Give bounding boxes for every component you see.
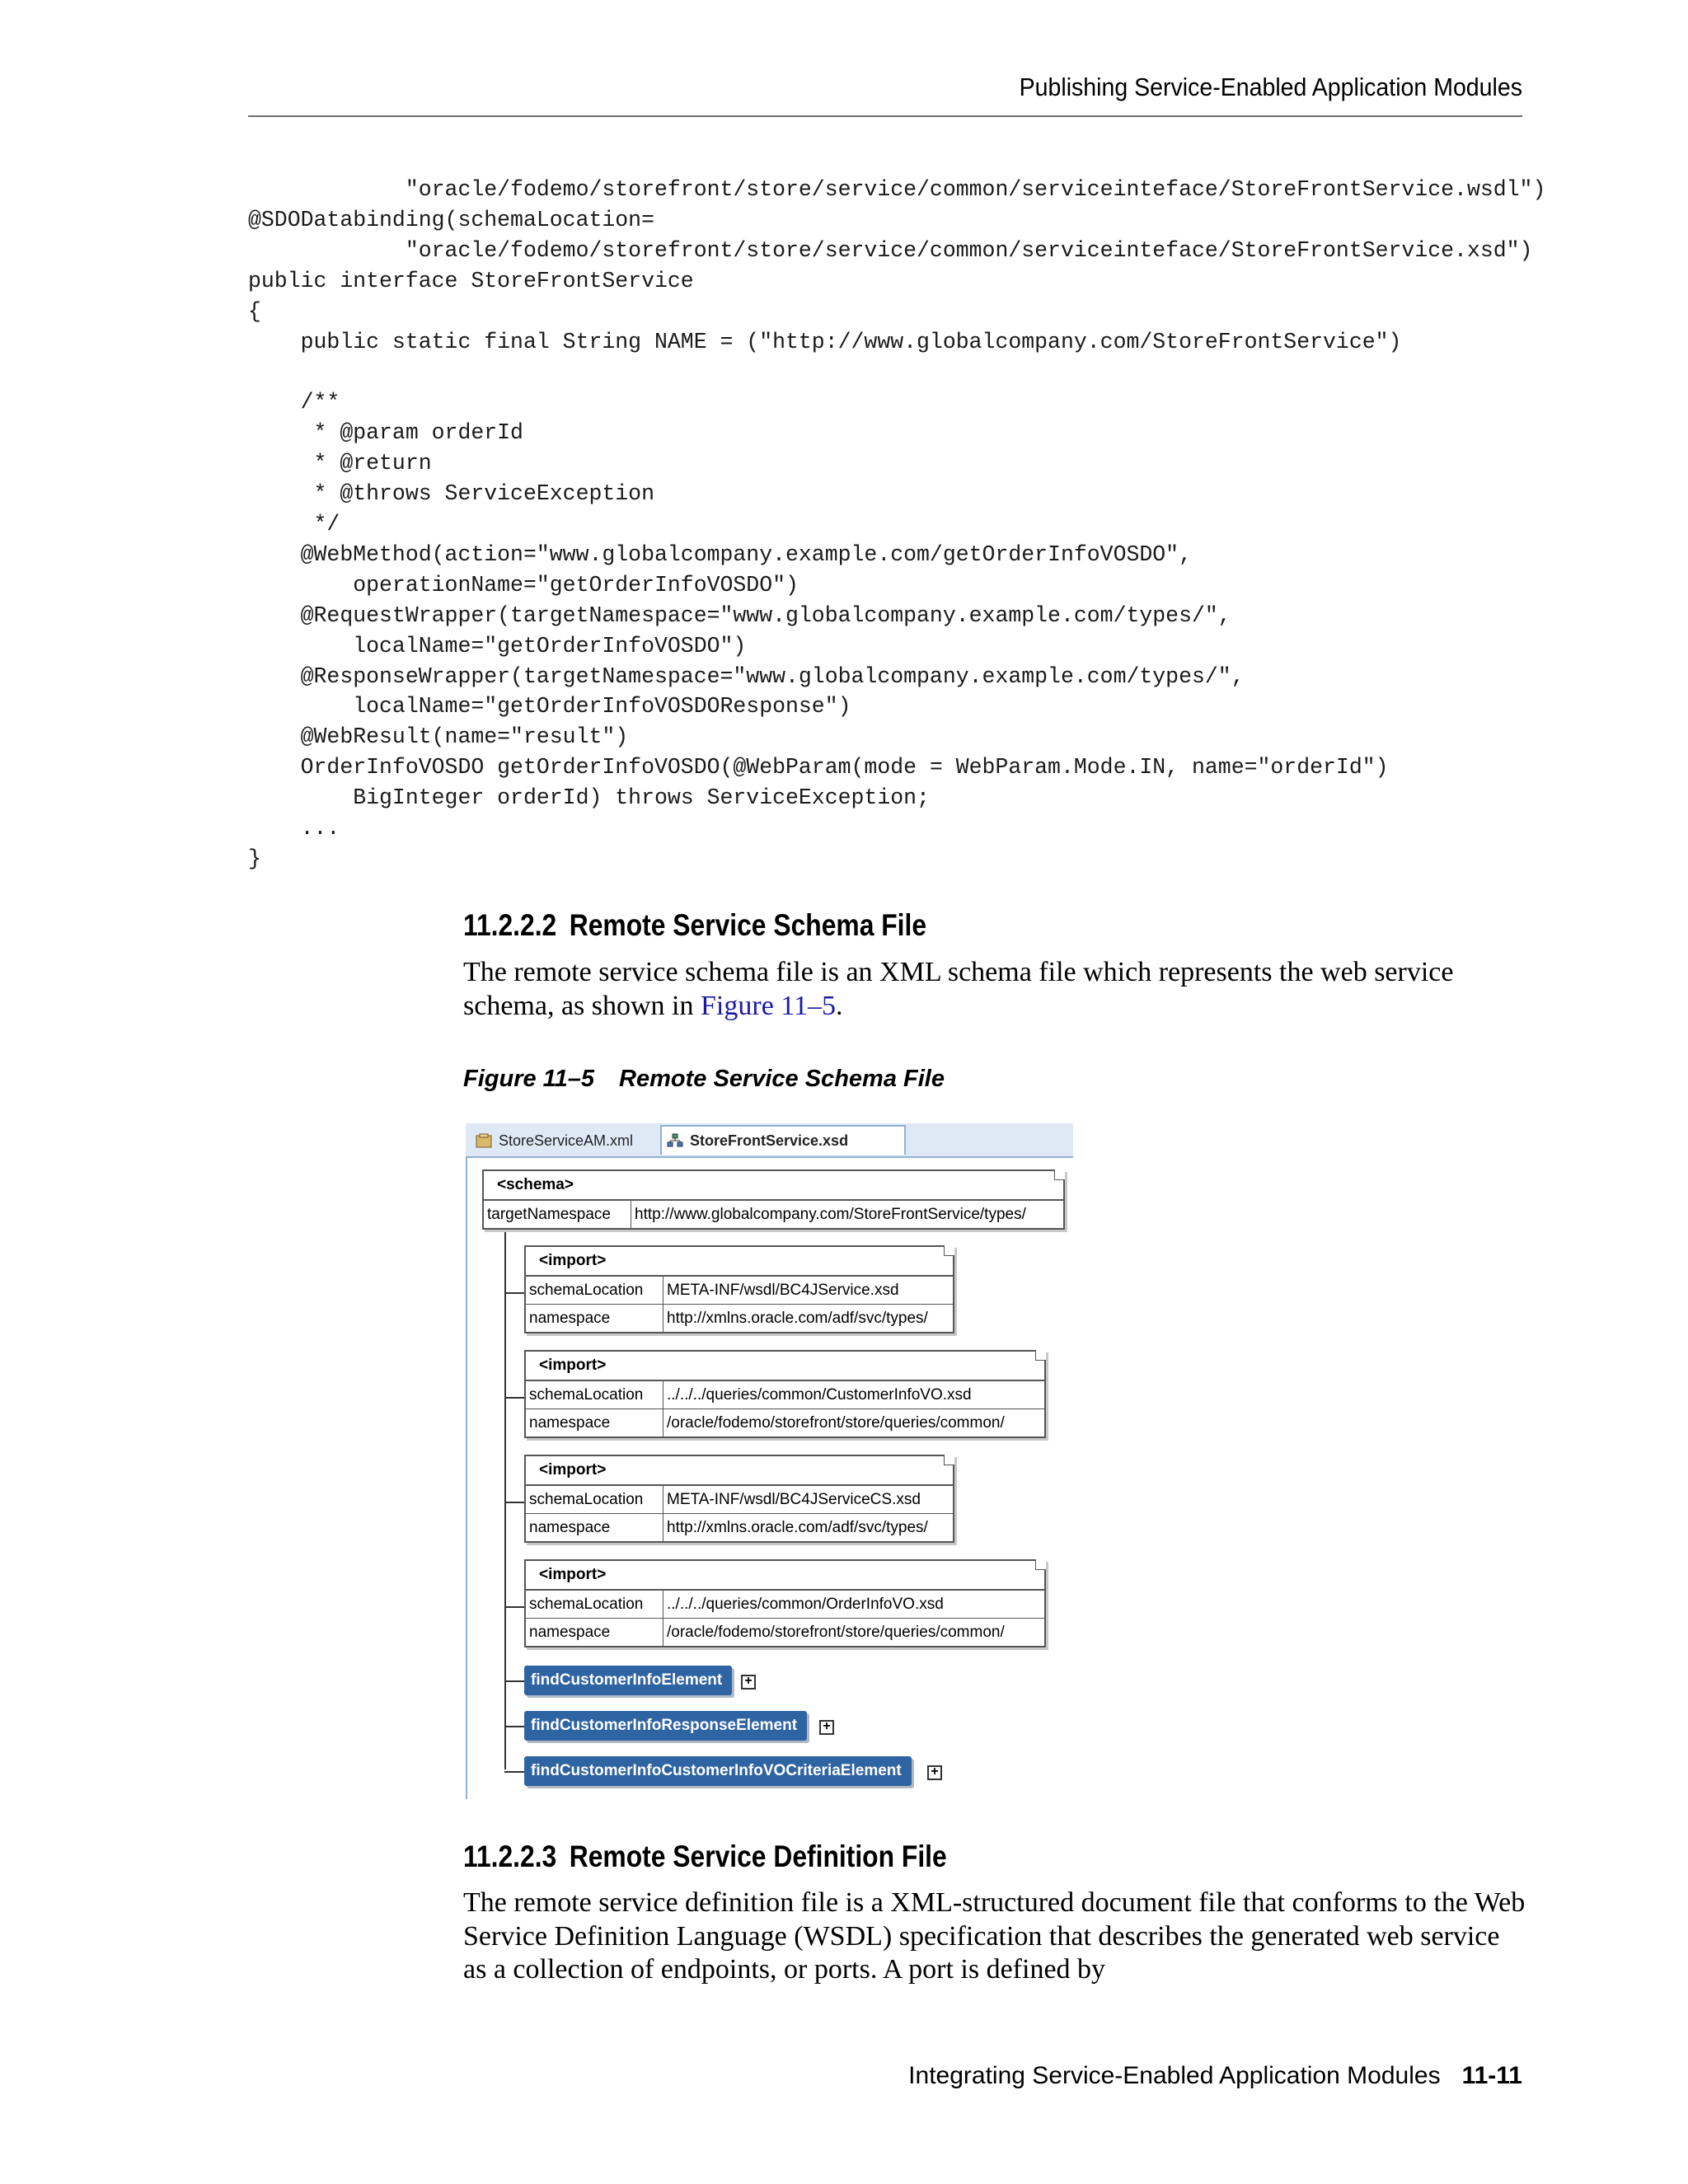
running-header: Publishing Service-Enabled Application Modules [1019,73,1522,101]
element-label: findCustomerInfoElement [531,1671,723,1689]
section-number: 11.2.2.3 [463,1840,557,1873]
code-line: "oracle/fodemo/storefront/store/service/common/serviceinteface/StoreFrontService.xsd") [248,237,1533,263]
paragraph-text-end: . [836,990,843,1021]
corner-fold [944,1455,954,1465]
schema-paragraph [463,956,1526,1023]
attr-value: ../../../queries/common/OrderInfoVO.xsd [667,1595,944,1613]
attr-value: ../../../queries/common/CustomerInfoVO.xsd [667,1385,972,1404]
attr-name: targetNamespace [484,1201,631,1228]
code-line: @RequestWrapper(targetNamespace="www.globalcompany.example.com/types/", [248,602,1231,628]
figure-link[interactable]: Figure 11–5 [701,990,837,1021]
code-line: "oracle/fodemo/storefront/store/service/common/serviceinteface/StoreFrontService.wsdl") [248,177,1546,202]
code-line: * @param orderId [248,420,523,446]
attr-name: schemaLocation [526,1591,663,1619]
code-line: @WebMethod(action="www.globalcompany.example.com/getOrderInfoVOSDO", [248,541,1192,567]
schema-file-icon [667,1133,683,1148]
tab-label: StoreFrontService.xsd [690,1132,849,1149]
schema-figure [466,1123,1073,1799]
schema-tag: <schema> [484,1171,1063,1201]
figure-caption [463,1066,945,1093]
import-tag: <import> [526,1352,1044,1381]
section-title: Remote Service Definition File [569,1840,947,1873]
code-listing [248,175,1545,874]
section-heading-schema [463,908,926,943]
code-line: public interface StoreFrontService [248,268,694,293]
element-node-3[interactable] [524,1756,912,1786]
element-label: findCustomerInfoResponseElement [531,1717,798,1734]
tree-branch [504,1726,524,1727]
definition-paragraph: The remote service definition file is a XML-structured document file that conforms to the Web Service Definition Language (WSDL) specification that describes the generated web service as a collection of endpoints, or ports. A port is defined by [463,1887,1526,1985]
code-line: operationName="getOrderInfoVOSDO") [248,572,799,598]
code-line: OrderInfoVOSDO getOrderInfoVOSDO(@WebParam(mode = WebParam.Mode.IN, name="orderId") [248,755,1389,780]
attr-name: schemaLocation [526,1486,663,1514]
attr-name: schemaLocation [526,1381,663,1409]
tree-branch [504,1680,524,1682]
import-node-3[interactable] [524,1455,954,1543]
code-line: * @return [248,451,432,476]
code-line: ... [248,816,340,841]
corner-fold [944,1245,954,1256]
paragraph-text: The remote service schema file is an XML schema file which represents the web service schema, as shown in [463,957,1454,1021]
tab-label: StoreServiceAM.xml [499,1132,634,1149]
expand-icon[interactable]: + [927,1765,942,1780]
import-node-2[interactable] [524,1350,1046,1438]
tree-connector [504,1232,506,1769]
attr-value: META-INF/wsdl/BC4JService.xsd [667,1281,899,1299]
page-number: 11-11 [1461,2062,1522,2089]
tree-branch [504,1606,524,1608]
code-line: localName="getOrderInfoVOSDO") [248,633,747,658]
element-label: findCustomerInfoCustomerInfoVOCriteriaElement [531,1762,902,1779]
attr-value: META-INF/wsdl/BC4JServiceCS.xsd [667,1490,921,1508]
code-line: @WebResult(name="result") [248,724,629,750]
header-rule [248,115,1522,117]
editor-tab-bar [466,1123,1073,1158]
import-node-1[interactable] [524,1245,954,1333]
attr-name: namespace [526,1514,663,1542]
tree-branch [504,1502,524,1503]
attr-name: namespace [526,1305,663,1333]
import-tag: <import> [526,1247,953,1277]
footer-chapter-title: Integrating Service-Enabled Application Modules [908,2062,1441,2089]
attr-name: namespace [526,1619,663,1647]
attr-value: http://xmlns.oracle.com/adf/svc/types/ [663,1305,954,1333]
panel-border [466,1156,467,1799]
tree-branch [504,1771,524,1773]
schema-node[interactable] [482,1169,1065,1230]
section-heading-definition [463,1840,947,1874]
code-line: BigInteger orderId) throws ServiceException; [248,785,930,811]
code-line: public static final String NAME = ("http://www.globalcompany.com/StoreFrontService") [248,329,1402,354]
code-line: } [248,846,261,871]
code-line: /** [248,390,340,415]
import-tag: <import> [526,1561,1044,1591]
attr-value: http://www.globalcompany.com/StoreFrontService/types/ [635,1205,1026,1223]
page-footer [908,2062,1522,2090]
section-title: Remote Service Schema File [569,908,927,942]
import-node-4[interactable] [524,1559,1046,1647]
tab-storefrontservice-xsd[interactable] [660,1125,906,1155]
tab-storeserviceam-xml[interactable] [471,1127,680,1155]
code-line: { [248,298,261,324]
code-line: */ [248,511,340,537]
corner-fold [1035,1350,1046,1361]
xml-file-icon [476,1133,492,1148]
attr-value: /oracle/fodemo/storefront/store/queries/common/ [663,1619,1045,1647]
expand-icon[interactable]: + [819,1720,834,1735]
section-number: 11.2.2.2 [463,908,557,942]
code-line: localName="getOrderInfoVOSDOResponse") [248,694,851,719]
attr-value: http://xmlns.oracle.com/adf/svc/types/ [663,1514,954,1542]
corner-fold [1035,1559,1046,1570]
attr-value: /oracle/fodemo/storefront/store/queries/common/ [663,1409,1045,1437]
element-node-1[interactable] [524,1666,732,1695]
import-tag: <import> [526,1456,953,1486]
figure-title: Remote Service Schema File [619,1066,945,1092]
figure-label: Figure 11–5 [463,1066,595,1092]
element-node-2[interactable] [524,1711,807,1741]
expand-icon[interactable]: + [741,1675,756,1690]
attr-name: schemaLocation [526,1277,663,1305]
corner-fold [1054,1169,1065,1180]
code-line: @ResponseWrapper(targetNamespace="www.globalcompany.example.com/types/", [248,663,1245,689]
code-line: @SDODatabinding(schemaLocation= [248,207,654,232]
code-line: * @throws ServiceException [248,481,654,507]
tree-branch [504,1292,524,1294]
attr-name: namespace [526,1409,663,1437]
tree-branch [504,1397,524,1399]
